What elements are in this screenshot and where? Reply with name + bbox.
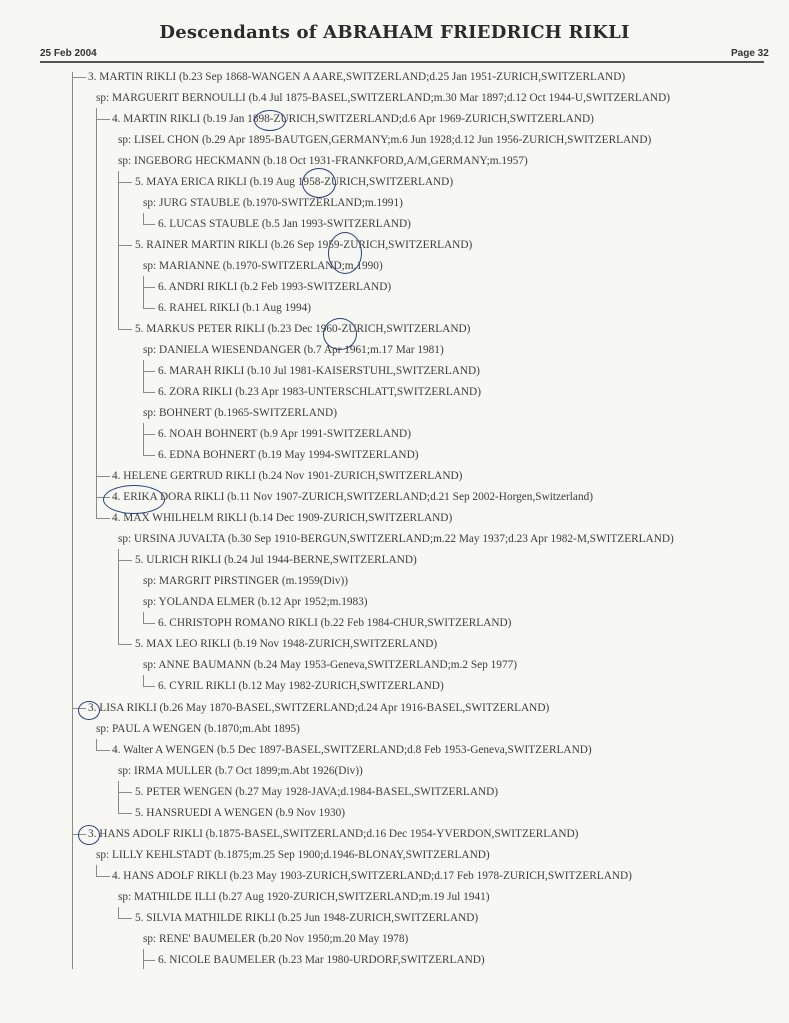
tree-entry: 6. MARAH RIKLI (b.10 Jul 1981-KAISERSTUHL,SWITZERLAND): [158, 365, 480, 377]
tree-connector: [96, 476, 110, 477]
tree-entry: 6. LUCAS STAUBLE (b.5 Jan 1993-SWITZERLAND): [158, 218, 411, 230]
tree-entry: 4. HANS ADOLF RIKLI (b.23 May 1903-ZURICH,SWITZERLAND;d.17 Feb 1978-ZURICH,SWITZERLAND): [112, 870, 632, 882]
tree-connector: [72, 708, 86, 709]
tree-connector: [118, 560, 132, 561]
tree-connector: [143, 623, 155, 624]
tree-connector: [96, 865, 97, 876]
tree-entry: 6. RAHEL RIKLI (b.1 Aug 1994): [158, 302, 312, 314]
tree-entry: 6. CHRISTOPH ROMANO RIKLI (b.22 Feb 1984-CHUR,SWITZERLAND): [158, 617, 512, 629]
tree-entry: 3. HANS ADOLF RIKLI (b.1875-BASEL,SWITZERLAND;d.16 Dec 1954-YVERDON,SWITZERLAND): [88, 828, 579, 840]
tree-connector: [118, 182, 132, 183]
tree-entry: sp: MARIANNE (b.1970-SWITZERLAND;m.1990): [143, 260, 383, 272]
tree-entry: 6. ZORA RIKLI (b.23 Apr 1983-UNTERSCHLATT,SWITZERLAND): [158, 386, 481, 398]
tree-connector: [143, 686, 155, 687]
tree-entry: 6. NICOLE BAUMELER (b.23 Mar 1980-URDORF,SWITZERLAND): [158, 954, 485, 966]
tree-connector: [118, 792, 132, 793]
tree-connector: [96, 518, 110, 519]
tree-connector: [143, 455, 155, 456]
tree-entry: sp: YOLANDA ELMER (b.12 Apr 1952;m.1983): [143, 596, 368, 608]
tree-connector: [96, 739, 97, 750]
page-number: Page 32: [731, 48, 769, 59]
tree-entry: sp: PAUL A WENGEN (b.1870;m.Abt 1895): [96, 723, 300, 735]
tree-entry: 4. MARTIN RIKLI (b.19 Jan 1898-ZURICH,SWITZERLAND;d.6 Apr 1969-ZURICH,SWITZERLAND): [112, 113, 594, 125]
tree-connector: [143, 675, 144, 686]
tree-connector: [143, 949, 144, 969]
tree-entry: 5. MAYA ERICA RIKLI (b.19 Aug 1958-ZURICH,SWITZERLAND): [135, 176, 454, 188]
tree-entry: sp: MARGRIT PIRSTINGER (m.1959(Div)): [143, 575, 349, 587]
tree-connector: [72, 77, 86, 78]
tree-entry: sp: DANIELA WIESENDANGER (b.7 Apr 1961;m.17 Mar 1981): [143, 344, 444, 356]
tree-entry: sp: ANNE BAUMANN (b.24 May 1953-Geneva,SWITZERLAND;m.2 Sep 1977): [143, 659, 518, 671]
tree-connector: [118, 813, 132, 814]
tree-entry: 5. RAINER MARTIN RIKLI (b.26 Sep 1959-ZURICH,SWITZERLAND): [135, 239, 473, 251]
tree-connector: [118, 644, 132, 645]
tree-connector: [143, 276, 144, 308]
tree-entry: sp: IRMA MULLER (b.7 Oct 1899;m.Abt 1926(Div)): [118, 765, 363, 777]
tree-connector: [118, 918, 132, 919]
tree-entry: 4. Walter A WENGEN (b.5 Dec 1897-BASEL,SWITZERLAND;d.8 Feb 1953-Geneva,SWITZERLAND): [112, 744, 592, 756]
tree-connector: [118, 171, 119, 330]
tree-connector: [118, 781, 119, 813]
tree-connector: [72, 834, 86, 835]
tree-entry: 6. CYRIL RIKLI (b.12 May 1982-ZURICH,SWITZERLAND): [158, 680, 444, 692]
report-date: 25 Feb 2004: [40, 48, 97, 59]
tree-connector: [118, 245, 132, 246]
tree-entry: sp: RENE' BAUMELER (b.20 Nov 1950;m.20 May 1978): [143, 933, 409, 945]
tree-entry: 3. MARTIN RIKLI (b.23 Sep 1868-WANGEN A AARE,SWITZERLAND;d.25 Jan 1951-ZURICH,SWITZERLAND): [88, 71, 626, 83]
tree-connector: [143, 392, 155, 393]
tree-entry: 4. ERIKA DORA RIKLI (b.11 Nov 1907-ZURICH,SWITZERLAND;d.21 Sep 2002-Horgen,Switzerland): [112, 491, 594, 503]
tree-connector: [118, 549, 119, 644]
tree-entry: 6. EDNA BOHNERT (b.19 May 1994-SWITZERLAND): [158, 449, 419, 461]
tree-connector: [143, 287, 155, 288]
tree-connector: [96, 119, 110, 120]
tree-entry: sp: INGEBORG HECKMANN (b.18 Oct 1931-FRANKFORD,A/M,GERMANY;m.1957): [118, 155, 528, 167]
tree-connector: [143, 960, 155, 961]
tree-entry: 5. ULRICH RIKLI (b.24 Jul 1944-BERNE,SWITZERLAND): [135, 554, 417, 566]
tree-entry: 6. ANDRI RIKLI (b.2 Feb 1993-SWITZERLAND): [158, 281, 392, 293]
tree-connector: [143, 213, 144, 224]
tree-entry: 4. MAX WHILHELM RIKLI (b.14 Dec 1909-ZURICH,SWITZERLAND): [112, 512, 453, 524]
tree-connector: [96, 108, 97, 519]
tree-entry: sp: JURG STAUBLE (b.1970-SWITZERLAND;m.1991): [143, 197, 403, 209]
tree-entry: 5. SILVIA MATHILDE RIKLI (b.25 Jun 1948-ZURICH,SWITZERLAND): [135, 912, 479, 924]
tree-connector: [96, 876, 110, 877]
tree-entry: 4. HELENE GERTRUD RIKLI (b.24 Nov 1901-ZURICH,SWITZERLAND): [112, 470, 463, 482]
tree-entry: 3. LISA RIKLI (b.26 May 1870-BASEL,SWITZERLAND;d.24 Apr 1916-BASEL,SWITZERLAND): [88, 702, 550, 714]
tree-connector: [143, 612, 144, 623]
tree-entry: 5. PETER WENGEN (b.27 May 1928-JAVA;d.1984-BASEL,SWITZERLAND): [135, 786, 499, 798]
tree-entry: sp: MATHILDE ILLI (b.27 Aug 1920-ZURICH,SWITZERLAND;m.19 Jul 1941): [118, 891, 490, 903]
tree-entry: 5. HANSRUEDI A WENGEN (b.9 Nov 1930): [135, 807, 346, 819]
tree-entry: sp: URSINA JUVALTA (b.30 Sep 1910-BERGUN,SWITZERLAND;m.22 May 1937;d.23 Apr 1982-M,SWITZERLAND): [118, 533, 674, 545]
tree-connector: [143, 434, 155, 435]
tree-entry: 6. NOAH BOHNERT (b.9 Apr 1991-SWITZERLAND): [158, 428, 411, 440]
tree-connector: [96, 497, 110, 498]
tree-entry: 5. MAX LEO RIKLI (b.19 Nov 1948-ZURICH,SWITZERLAND): [135, 638, 438, 650]
tree-entry: sp: MARGUERIT BERNOULLI (b.4 Jul 1875-BASEL,SWITZERLAND;m.30 Mar 1897;d.12 Oct 1944-U,SWITZERLAND): [96, 92, 671, 104]
tree-connector: [96, 750, 110, 751]
tree-connector: [143, 308, 155, 309]
document-title: Descendants of ABRAHAM FRIEDRICH RIKLI: [159, 22, 630, 43]
tree-entry: sp: LILLY KEHLSTADT (b.1875;m.25 Sep 1900;d.1946-BLONAY,SWITZERLAND): [96, 849, 490, 861]
tree-entry: 5. MARKUS PETER RIKLI (b.23 Dec 1960-ZURICH,SWITZERLAND): [135, 323, 471, 335]
tree-connector: [143, 423, 144, 455]
tree-entry: sp: BOHNERT (b.1965-SWITZERLAND): [143, 407, 337, 419]
tree-connector: [143, 224, 155, 225]
tree-connector: [143, 360, 144, 392]
tree-connector: [118, 329, 132, 330]
tree-entry: sp: LISEL CHON (b.29 Apr 1895-BAUTGEN,GERMANY;m.6 Jun 1928;d.12 Jun 1956-ZURICH,SWITZERLAND): [118, 134, 652, 146]
tree-connector: [118, 907, 119, 918]
tree-connector: [143, 371, 155, 372]
